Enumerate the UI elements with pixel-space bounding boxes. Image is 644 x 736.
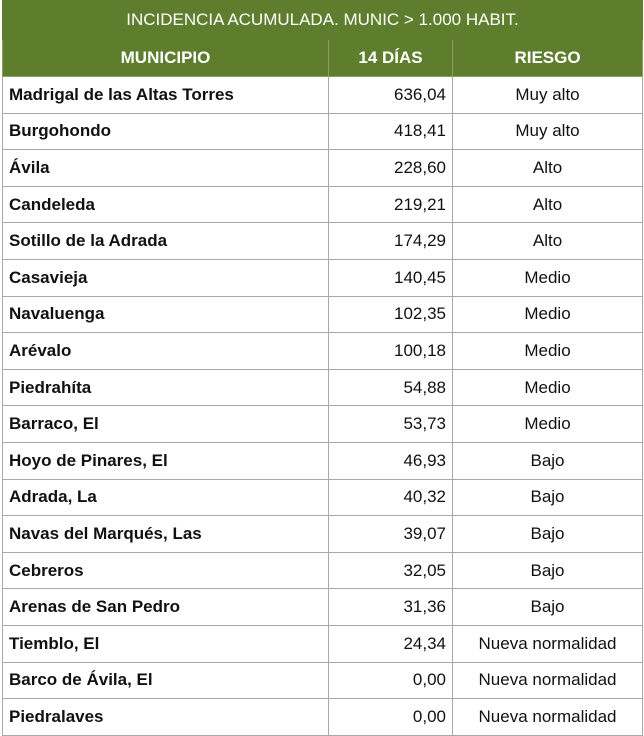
table-row bbox=[3, 552, 643, 589]
table-row bbox=[3, 406, 643, 443]
municipio-cell: Arenas de San Pedro bbox=[3, 589, 329, 626]
column-header-14-dias: 14 DÍAS bbox=[329, 40, 453, 77]
table-row bbox=[3, 259, 643, 296]
risk-cell: Medio bbox=[453, 369, 643, 406]
risk-cell: Alto bbox=[453, 223, 643, 260]
table-row bbox=[3, 442, 643, 479]
table-row bbox=[3, 296, 643, 333]
table-title-row bbox=[3, 1, 643, 40]
risk-cell: Medio bbox=[453, 296, 643, 333]
incidence-cell: 39,07 bbox=[329, 516, 453, 553]
incidence-cell: 24,34 bbox=[329, 625, 453, 662]
risk-cell: Medio bbox=[453, 333, 643, 370]
incidence-cell: 174,29 bbox=[329, 223, 453, 260]
incidence-cell: 102,35 bbox=[329, 296, 453, 333]
incidence-cell: 0,00 bbox=[329, 699, 453, 736]
municipio-cell: Navas del Marqués, Las bbox=[3, 516, 329, 553]
incidence-cell: 140,45 bbox=[329, 259, 453, 296]
incidence-cell: 53,73 bbox=[329, 406, 453, 443]
municipio-cell: Barraco, El bbox=[3, 406, 329, 443]
risk-cell: Nueva normalidad bbox=[453, 625, 643, 662]
municipio-cell: Navaluenga bbox=[3, 296, 329, 333]
table-header-row bbox=[3, 40, 643, 77]
table-row bbox=[3, 113, 643, 150]
column-header-municipio: MUNICIPIO bbox=[3, 40, 329, 77]
municipio-cell: Adrada, La bbox=[3, 479, 329, 516]
table-row bbox=[3, 479, 643, 516]
incidence-cell: 418,41 bbox=[329, 113, 453, 150]
risk-cell: Nueva normalidad bbox=[453, 699, 643, 736]
municipio-cell: Candeleda bbox=[3, 186, 329, 223]
risk-cell: Medio bbox=[453, 259, 643, 296]
table-body bbox=[3, 77, 643, 736]
incidence-cell: 219,21 bbox=[329, 186, 453, 223]
risk-cell: Bajo bbox=[453, 479, 643, 516]
risk-cell: Muy alto bbox=[453, 113, 643, 150]
municipio-cell: Piedrahíta bbox=[3, 369, 329, 406]
table-row bbox=[3, 589, 643, 626]
municipio-cell: Cebreros bbox=[3, 552, 329, 589]
table-row bbox=[3, 333, 643, 370]
table-row bbox=[3, 223, 643, 260]
risk-cell: Medio bbox=[453, 406, 643, 443]
incidence-cell: 100,18 bbox=[329, 333, 453, 370]
incidence-cell: 40,32 bbox=[329, 479, 453, 516]
risk-cell: Bajo bbox=[453, 442, 643, 479]
risk-cell: Alto bbox=[453, 186, 643, 223]
incidence-table bbox=[2, 0, 643, 736]
incidence-cell: 32,05 bbox=[329, 552, 453, 589]
incidence-cell: 0,00 bbox=[329, 662, 453, 699]
table-row bbox=[3, 186, 643, 223]
risk-cell: Muy alto bbox=[453, 77, 643, 114]
table-row bbox=[3, 699, 643, 736]
incidence-cell: 46,93 bbox=[329, 442, 453, 479]
municipio-cell: Ávila bbox=[3, 150, 329, 187]
table-row bbox=[3, 369, 643, 406]
municipio-cell: Casavieja bbox=[3, 259, 329, 296]
incidence-cell: 636,04 bbox=[329, 77, 453, 114]
municipio-cell: Arévalo bbox=[3, 333, 329, 370]
table-row bbox=[3, 662, 643, 699]
municipio-cell: Burgohondo bbox=[3, 113, 329, 150]
table-row bbox=[3, 77, 643, 114]
column-header-riesgo: RIESGO bbox=[453, 40, 643, 77]
risk-cell: Bajo bbox=[453, 589, 643, 626]
risk-cell: Bajo bbox=[453, 516, 643, 553]
incidence-cell: 228,60 bbox=[329, 150, 453, 187]
municipio-cell: Sotillo de la Adrada bbox=[3, 223, 329, 260]
risk-cell: Alto bbox=[453, 150, 643, 187]
incidence-cell: 54,88 bbox=[329, 369, 453, 406]
municipio-cell: Barco de Ávila, El bbox=[3, 662, 329, 699]
risk-cell: Nueva normalidad bbox=[453, 662, 643, 699]
table-row bbox=[3, 516, 643, 553]
municipio-cell: Hoyo de Pinares, El bbox=[3, 442, 329, 479]
municipio-cell: Madrigal de las Altas Torres bbox=[3, 77, 329, 114]
incidence-cell: 31,36 bbox=[329, 589, 453, 626]
table-row bbox=[3, 150, 643, 187]
municipio-cell: Piedralaves bbox=[3, 699, 329, 736]
table-row bbox=[3, 625, 643, 662]
table-title: INCIDENCIA ACUMULADA. MUNIC > 1.000 HABIT. bbox=[3, 1, 643, 40]
municipio-cell: Tiemblo, El bbox=[3, 625, 329, 662]
risk-cell: Bajo bbox=[453, 552, 643, 589]
